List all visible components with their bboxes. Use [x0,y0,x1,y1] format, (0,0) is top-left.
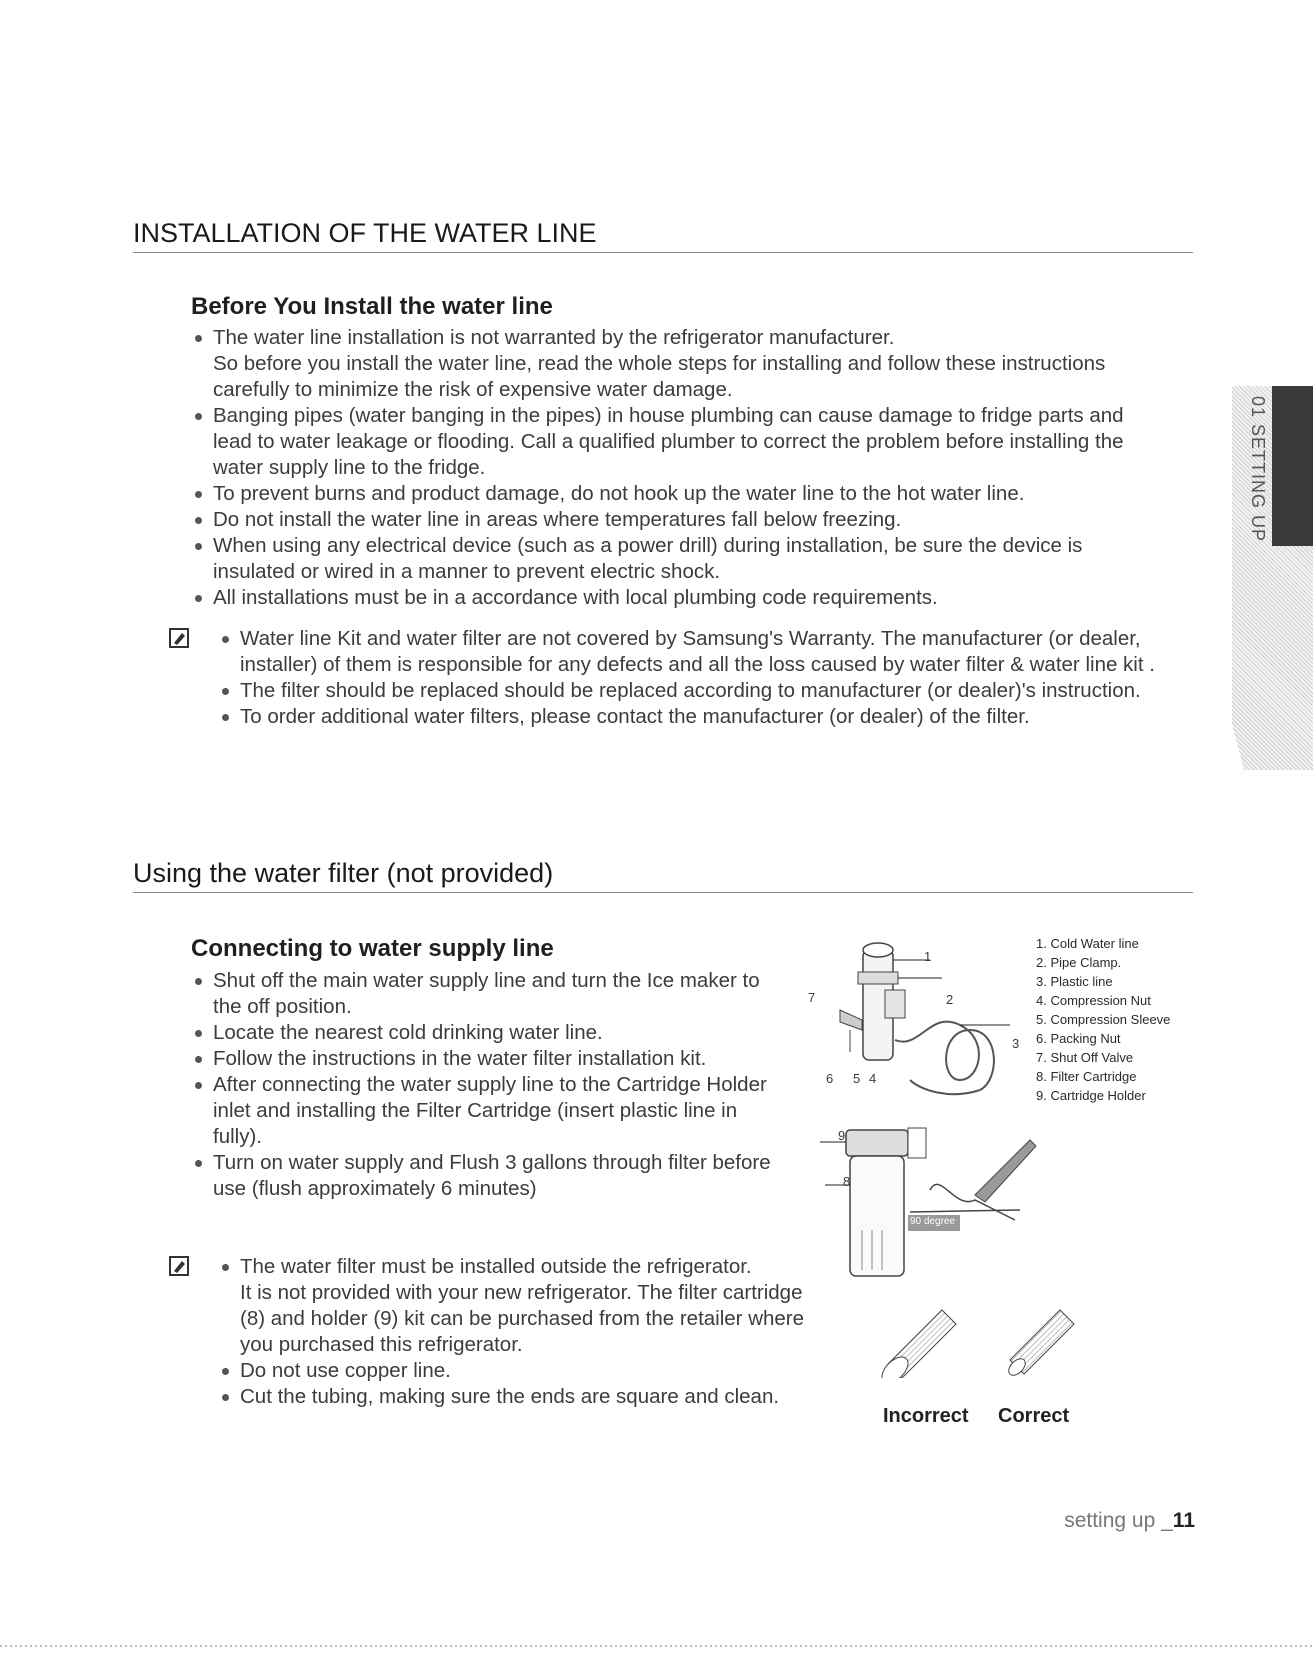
list-item-continuation: the off position. [213,995,352,1018]
list-item [191,455,1191,481]
legend-item: 6. Packing Nut [1036,1031,1121,1046]
correct-caption: Correct [998,1405,1070,1427]
chapter-tab-label: 01 SETTING UP [1248,396,1268,543]
list-item-continuation: inlet and installing the Filter Cartridge (insert plastic line in [213,1099,738,1122]
callout-6: 6 [826,1071,834,1086]
footer-text: setting up _ [1064,1509,1173,1532]
note-list [218,626,1198,730]
list-item: After connecting the water supply line to the Cartridge Holder [191,1072,831,1098]
legend-item: 2. Pipe Clamp. [1036,955,1122,970]
note-list [218,1254,838,1410]
callout-8: 8 [843,1174,851,1189]
list-item: Do not use copper line. [218,1358,838,1384]
list-item [218,1332,838,1358]
holder-bracket [908,1128,926,1158]
tube-cut [910,1210,1020,1212]
bottom-dotted-rule [0,1645,1313,1647]
list-item-continuation: installer) of them is responsible for any defects and all the loss caused by water filter & water line kit . [240,653,1155,676]
pipe-clamp [858,972,898,984]
list-item: Locate the nearest cold drinking water line. [191,1020,831,1046]
list-item [191,1098,831,1124]
callout-5: 5 [853,1071,861,1086]
correct-cut-illustration [1000,1298,1090,1378]
angle-label: 90 degree [910,1216,956,1227]
list-item [218,652,1198,678]
list-item [191,994,831,1020]
page-number: 11 [1172,1509,1195,1532]
legend-item: 7. Shut Off Valve [1036,1050,1134,1065]
callout-3: 3 [1012,1036,1020,1051]
legend-item: 9. Cartridge Holder [1036,1088,1146,1103]
list-item [191,351,1191,377]
list-item: Water line Kit and water filter are not covered by Samsung's Warranty. The manufacturer (or dealer, [218,626,1198,652]
connection-steps-list [191,968,834,1202]
page-footer [1064,1509,1195,1533]
callout-9: 9 [838,1128,846,1143]
list-item: Turn on water supply and Flush 3 gallons through filter before [191,1150,831,1176]
list-item-continuation: use (flush approximately 6 minutes) [213,1177,537,1200]
pipe-top [863,943,893,957]
list-item: When using any electrical device (such as a power drill) during installation, be sure the device is [191,533,1191,559]
title-rule [133,252,1193,253]
list-item-continuation: insulated or wired in a manner to prevent electric shock. [213,560,721,583]
incorrect-caption: Incorrect [883,1405,969,1427]
note-icon [168,627,190,649]
cartridge-holder [846,1130,908,1156]
list-item [191,429,1191,455]
callout-4: 4 [869,1071,877,1086]
clamp-block [885,990,905,1018]
list-item [218,1306,838,1332]
section-title: INSTALLATION OF THE WATER LINE [133,218,597,248]
list-item-continuation: It is not provided with your new refrigerator. The filter cartridge [240,1281,803,1304]
list-item: The water line installation is not warranted by the refrigerator manufacturer. [191,325,1191,351]
list-item: To order additional water filters, please contact the manufacturer (or dealer) of the filter. [218,704,1198,730]
list-item: Cut the tubing, making sure the ends are square and clean. [218,1384,838,1410]
list-item: All installations must be in a accordance with local plumbing code requirements. [191,585,1191,611]
water-filter-diagram [800,930,1060,1290]
legend-item: 1. Cold Water line [1036,936,1139,951]
plastic-line-coil [895,1022,994,1090]
list-item: To prevent burns and product damage, do not hook up the water line to the hot water line. [191,481,1191,507]
tab-marker [1272,386,1313,546]
list-item: Follow the instructions in the water filter installation kit. [191,1046,831,1072]
list-item-continuation: you purchased this refrigerator. [240,1333,523,1356]
list-item: Do not install the water line in areas where temperatures fall below freezing. [191,507,1191,533]
subsection-title: Connecting to water supply line [191,935,554,962]
list-item [191,1124,831,1150]
legend-item: 5. Compression Sleeve [1036,1012,1171,1027]
subsection-title: Before You Install the water line [191,293,553,320]
legend-item: 3. Plastic line [1036,974,1113,989]
list-item: Shut off the main water supply line and turn the Ice maker to [191,968,831,994]
list-item-continuation: lead to water leakage or flooding. Call a qualified plumber to correct the problem before installing the [213,430,1124,453]
note-icon [168,1255,190,1277]
list-item [191,1176,831,1202]
callout-7: 7 [808,990,816,1005]
section-title: Using the water filter (not provided) [133,858,554,888]
list-item-continuation: carefully to minimize the risk of expensive water damage. [213,378,733,401]
cutter-blade [975,1140,1036,1202]
plastic-line [910,1080,980,1094]
hand-outline [930,1184,1015,1220]
list-item: The filter should be replaced should be replaced according to manufacturer (or dealer)'s instruction. [218,678,1198,704]
list-item-continuation: So before you install the water line, read the whole steps for installing and follow these instructions [213,352,1106,375]
list-item [191,377,1191,403]
legend-item: 8. Filter Cartridge [1036,1069,1137,1084]
list-item [218,1280,838,1306]
shut-off-valve [840,1010,862,1030]
callout-2: 2 [946,992,954,1007]
title-rule [133,892,1193,893]
filter-cartridge [850,1156,904,1276]
chapter-tab [1232,386,1313,770]
list-item-continuation: water supply line to the fridge. [213,456,486,479]
list-item-continuation: (8) and holder (9) kit can be purchased from the retailer where [240,1307,805,1330]
install-precautions-list [191,325,1191,611]
list-item: Banging pipes (water banging in the pipes) in house plumbing can cause damage to fridge parts and [191,403,1191,429]
incorrect-cut-illustration [880,1298,970,1378]
list-item-continuation: fully). [213,1125,262,1148]
callout-1: 1 [924,949,932,964]
legend-item: 4. Compression Nut [1036,993,1151,1008]
diagram-legend [1036,934,1170,1105]
list-item [191,559,1191,585]
list-item: The water filter must be installed outside the refrigerator. [218,1254,838,1280]
